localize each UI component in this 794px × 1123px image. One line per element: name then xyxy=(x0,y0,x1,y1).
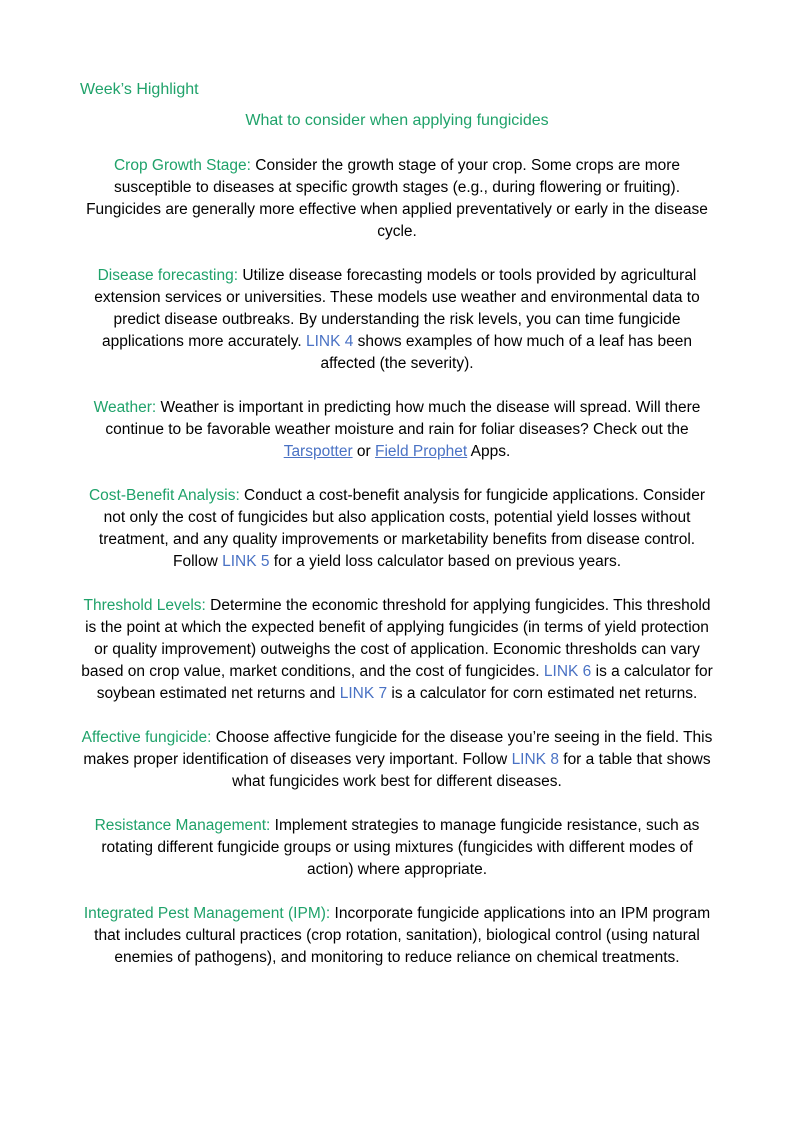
section-label: Resistance Management: xyxy=(94,817,271,834)
section-cost-benefit-analysis xyxy=(80,485,714,573)
section-weather xyxy=(80,397,714,463)
section-text: for a table that shows what fungicides work best for different diseases. xyxy=(232,751,711,790)
section-text: Conduct a cost-benefit analysis for fungicide applications. Consider not only the cost of fungicides but also application costs, potential yield losses without treatment, and any quality improvements or marketability benefits from disease control. Follow xyxy=(98,487,706,570)
section-text: Determine the economic threshold for applying fungicides. This threshold is the point at which the expected benefit of applying fungicides (in terms of yield protection or quality improvement) outweighs the cost of application. Economic thresholds can vary based on crop value, market conditions, and the cost of fungicides. xyxy=(81,597,711,680)
section-text: is a calculator for corn estimated net returns. xyxy=(387,685,698,702)
section-text: Incorporate fungicide applications into an IPM program that includes cultural practices (crop rotation, sanitation), biological control (using natural enemies of pathogens), and monitoring to reduce reliance on chemical treatments. xyxy=(94,905,711,966)
field-prophet-link[interactable]: Field Prophet xyxy=(375,443,468,460)
section-text: Implement strategies to manage fungicide resistance, such as rotating different fungicide groups or using mixtures (fungicides with different modes of action) where appropriate. xyxy=(101,817,700,878)
link-6[interactable]: LINK 6 xyxy=(543,663,592,680)
weeks-highlight-heading: Week’s Highlight xyxy=(80,81,199,98)
link-8[interactable]: LINK 8 xyxy=(511,751,559,768)
section-text: is a calculator for soybean estimated net returns and xyxy=(96,663,713,702)
section-label: Disease forecasting: xyxy=(97,267,239,284)
section-label: Integrated Pest Management (IPM): xyxy=(83,905,331,922)
section-threshold-levels xyxy=(80,595,714,705)
link-7[interactable]: LINK 7 xyxy=(339,685,388,702)
page-title: What to consider when applying fungicides xyxy=(245,112,549,129)
link-4[interactable]: LINK 4 xyxy=(305,333,354,350)
tarspotter-link[interactable]: Tarspotter xyxy=(283,443,353,460)
section-text: shows examples of how much of a leaf has been affected (the severity). xyxy=(320,333,692,372)
section-text: for a yield loss calculator based on previous years. xyxy=(269,553,621,570)
section-affective-fungicide xyxy=(80,727,714,793)
section-disease-forecasting xyxy=(80,265,714,375)
section-label: Crop Growth Stage: xyxy=(113,157,251,174)
section-label: Weather: xyxy=(93,399,157,416)
sections-container xyxy=(80,155,714,991)
section-crop-growth-stage xyxy=(80,155,714,243)
section-text: Apps. xyxy=(467,443,511,460)
section-text: Utilize disease forecasting models or tools provided by agricultural extension services or universities. These models use weather and environmental data to predict disease outbreaks. By understanding the risk levels, you can time fungicide applications more accurately. xyxy=(94,267,700,350)
section-integrated-pest-management xyxy=(80,903,714,969)
link-5[interactable]: LINK 5 xyxy=(222,553,270,570)
section-text: Weather is important in predicting how much the disease will spread. Will there continue to be favorable weather moisture and rain for foliar diseases? Check out the xyxy=(105,399,701,438)
section-label: Threshold Levels: xyxy=(83,597,206,614)
section-text: or xyxy=(352,443,376,460)
section-text: Choose affective fungicide for the disease you’re seeing in the field. This makes proper identification of diseases very important. Follow xyxy=(83,729,713,768)
section-label: Affective fungicide: xyxy=(81,729,212,746)
section-label: Cost-Benefit Analysis: xyxy=(88,487,240,504)
section-text: Consider the growth stage of your crop. Some crops are more susceptible to diseases at specific growth stages (e.g., during flowering or fruiting). Fungicides are generally more effective when applied preventatively or early in the disease cycle. xyxy=(86,157,708,240)
section-resistance-management xyxy=(80,815,714,881)
